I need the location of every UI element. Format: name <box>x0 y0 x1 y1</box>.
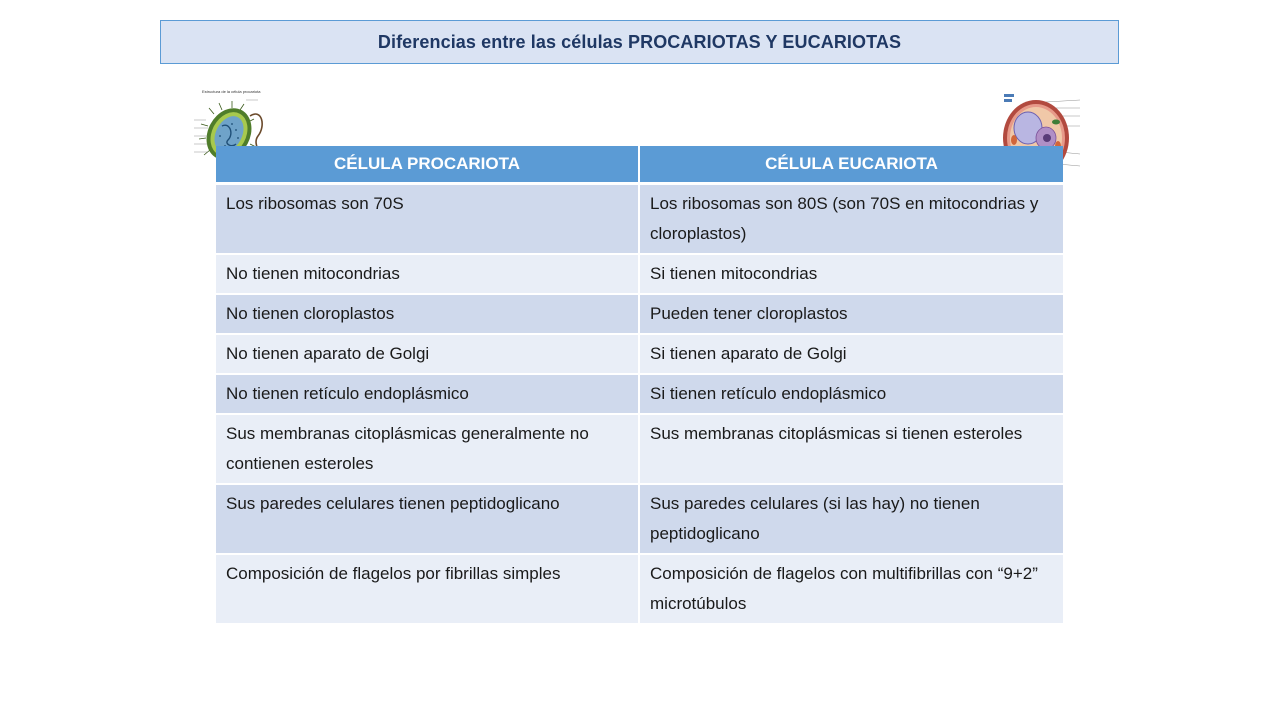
title-box <box>160 20 1119 64</box>
table-header-row <box>216 146 1063 184</box>
prokaryote-cell: Sus membranas citoplásmicas generalmente no contienen esteroles <box>216 414 639 484</box>
prokaryote-cell: No tienen aparato de Golgi <box>216 334 639 374</box>
eukaryote-cell: Si tienen retículo endoplásmico <box>639 374 1063 414</box>
prokaryote-cell: No tienen cloroplastos <box>216 294 639 334</box>
table-row <box>216 184 1063 255</box>
eukaryote-cell: Composición de flagelos con multifibrillas con “9+2” microtúbulos <box>639 554 1063 624</box>
table-row <box>216 254 1063 294</box>
eukaryote-cell: Si tienen aparato de Golgi <box>639 334 1063 374</box>
prokaryote-cell: Sus paredes celulares tienen peptidoglicano <box>216 484 639 554</box>
slide-title: Diferencias entre las células PROCARIOTAS Y EUCARIOTAS <box>377 31 902 52</box>
eukaryote-cell: Sus paredes celulares (si las hay) no tienen peptidoglicano <box>639 484 1063 554</box>
header-eukaryote: CÉLULA EUCARIOTA <box>639 146 1063 184</box>
eukaryote-cell: Si tienen mitocondrias <box>639 254 1063 294</box>
prokaryote-cell: No tienen mitocondrias <box>216 254 639 294</box>
table-row <box>216 554 1063 624</box>
prok-caption: Estructura de la célula procariota <box>202 89 261 94</box>
table-row <box>216 334 1063 374</box>
prokaryote-cell: Composición de flagelos por fibrillas simples <box>216 554 639 624</box>
table-row <box>216 294 1063 334</box>
eukaryote-cell: Sus membranas citoplásmicas si tienen esteroles <box>639 414 1063 484</box>
table-row <box>216 414 1063 484</box>
prokaryote-cell: No tienen retículo endoplásmico <box>216 374 639 414</box>
table-row <box>216 374 1063 414</box>
eukaryote-cell: Los ribosomas son 80S (son 70S en mitocondrias y cloroplastos) <box>639 184 1063 255</box>
comparison-table <box>216 146 1063 625</box>
eukaryote-cell: Pueden tener cloroplastos <box>639 294 1063 334</box>
header-prokaryote: CÉLULA PROCARIOTA <box>216 146 639 184</box>
prokaryote-cell: Los ribosomas son 70S <box>216 184 639 255</box>
table-row <box>216 484 1063 554</box>
